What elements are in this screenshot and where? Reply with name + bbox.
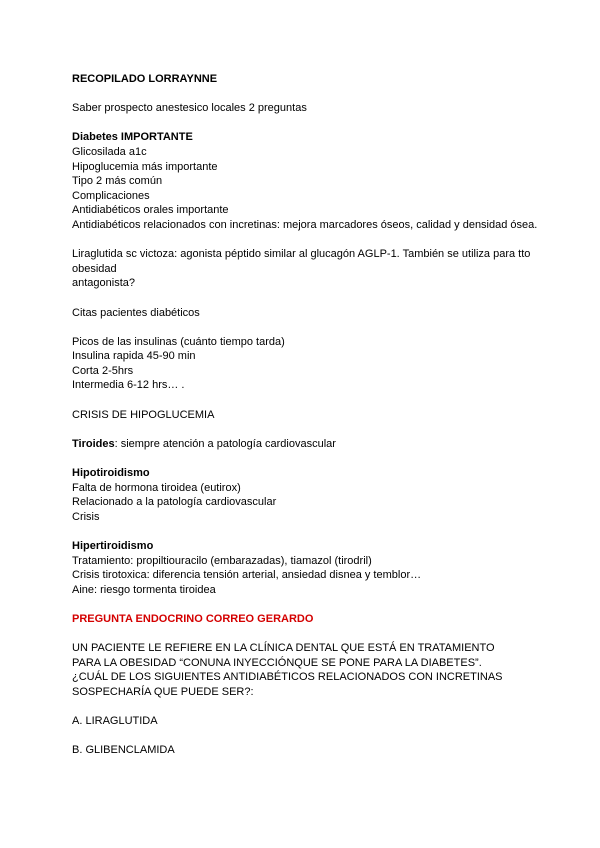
pregunta-line: PARA LA OBESIDAD “CONUNA INYECCIÓNQUE SE PONE PARA LA DIABETES”. [72, 656, 482, 669]
hipertiroidismo-item: Aine: riesgo tormenta tiroidea [72, 583, 216, 596]
diabetes-item: Hipoglucemia más importante [72, 160, 218, 173]
hipotiroidismo-item: Falta de hormona tiroidea (eutirox) [72, 481, 241, 494]
pregunta-line: UN PACIENTE LE REFIERE EN LA CLÍNICA DENTAL QUE ESTÁ EN TRATAMIENTO [72, 642, 495, 655]
hipertiroidismo-item: Crisis tirotoxica: diferencia tensión arterial, ansiedad disnea y temblor… [72, 569, 422, 582]
diabetes-item: Antidiabéticos orales importante [72, 204, 229, 217]
insulina-item: Corta 2-5hrs [72, 364, 134, 377]
pregunta-line: ¿CUÁL DE LOS SIGUIENTES ANTIDIABÉTICOS RELACIONADOS CON INCRETINAS [72, 671, 503, 684]
diabetes-heading: Diabetes IMPORTANTE [72, 131, 193, 144]
diabetes-item: Glicosilada a1c [72, 145, 147, 158]
tiroides-label: Tiroides [72, 437, 115, 450]
hipertiroidismo-item: Tratamiento: propiltiouracilo (embarazadas), tiamazol (tirodril) [72, 554, 372, 567]
hipotiroidismo-heading: Hipotiroidismo [72, 467, 150, 480]
tiroides-text: : siempre atención a patología cardiovascular [114, 437, 336, 450]
hipotiroidismo-item: Relacionado a la patología cardiovascular [72, 496, 277, 509]
crisis-hipoglucemia: CRISIS DE HIPOGLUCEMIA [72, 408, 215, 421]
intro-line: Saber prospecto anestesico locales 2 preguntas [72, 102, 307, 115]
tiroides-line [72, 437, 542, 452]
option-a: A. LIRAGLUTIDA [72, 715, 158, 728]
hipotiroidismo-item: Crisis [72, 510, 100, 523]
pregunta-line: SOSPECHARÍA QUE PUEDE SER?: [72, 685, 254, 698]
liraglutida-question: antagonista? [72, 277, 135, 290]
liraglutida-line: Liraglutida sc victoza: agonista péptido similar al glucagón AGLP-1. También se utiliza para tto obesidad [72, 248, 531, 275]
option-b: B. GLIBENCLAMIDA [72, 744, 175, 757]
diabetes-item: Complicaciones [72, 189, 150, 202]
pregunta-heading: PREGUNTA ENDOCRINO CORREO GERARDO [72, 612, 314, 625]
insulinas-heading: Picos de las insulinas (cuánto tiempo tarda) [72, 335, 285, 348]
diabetes-item: Tipo 2 más común [72, 175, 163, 188]
document-title: RECOPILADO LORRAYNNE [72, 73, 218, 85]
insulina-item: Intermedia 6-12 hrs… . [72, 379, 185, 392]
citas-line: Citas pacientes diabéticos [72, 306, 200, 319]
document-page [72, 72, 542, 758]
hipertiroidismo-heading: Hipertiroidismo [72, 540, 154, 552]
insulina-item: Insulina rapida 45-90 min [72, 350, 196, 363]
diabetes-item: Antidiabéticos relacionados con incretinas: mejora marcadores óseos, calidad y densidad ósea. [72, 218, 538, 231]
